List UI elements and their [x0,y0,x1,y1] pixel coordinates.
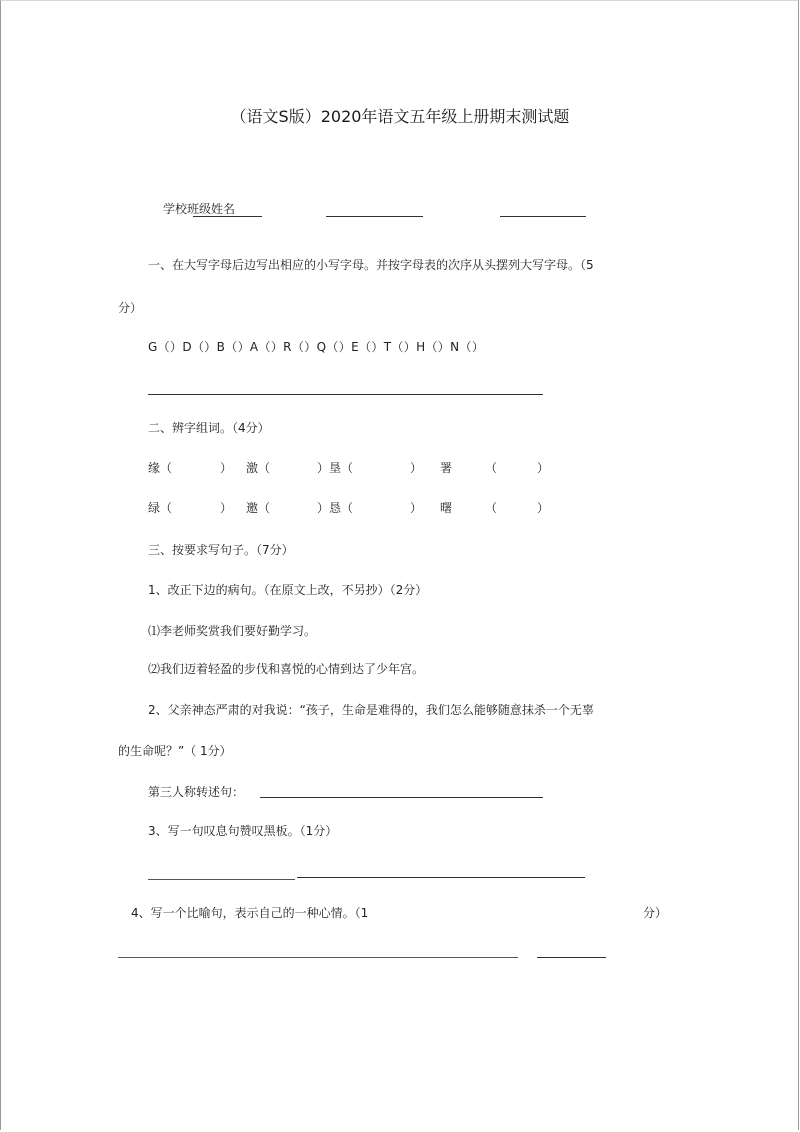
section1-instruction-cont: 分） [118,301,143,315]
word-cell: 绿（ [148,501,173,515]
question-3-answer-line-a[interactable] [148,879,295,880]
section2-heading: 二、辨字组词。（4分） [148,421,270,435]
page-title: （语文S版）2020年语文五年级上册期末测试题 [230,107,570,126]
word-cell: ） [410,501,423,515]
info-label: 学校班级姓名 [163,202,236,216]
word-cell: 署 [440,461,453,475]
letter-sequence: G（）D（）B（）A（）R（）Q（）E（）T（）H（）N（） [148,340,485,354]
word-cell: ） [220,461,233,475]
class-blank[interactable] [193,216,262,217]
question-3-answer-line-b[interactable] [297,877,585,878]
letter-answer-line[interactable] [148,394,543,395]
question-4-score: 分） [643,906,668,920]
question-1: 1、改正下边的病句。（在原文上改，不另抄）（2分） [148,583,428,597]
question-1-sentence-2: ⑵我们迈着轻盈的步伐和喜悦的心情到达了少年宫。 [148,662,425,676]
section3-heading: 三、按要求写句子。（7分） [148,543,294,557]
word-cell: ） [410,461,423,475]
word-cell: ） [220,501,233,515]
question-2-line-1: 2、父亲神态严肃的对我说：“孩子，生命是难得的，我们怎么能够随意抹杀一个无辜 [148,703,594,717]
question-4-answer-line-a[interactable] [118,957,518,958]
question-1-sentence-1: ⑴李老师奖赏我们要好勤学习。 [148,624,317,638]
word-cell: 缘（ [148,461,173,475]
indirect-speech-label: 第三人称转述句： [148,785,245,799]
question-3: 3、写一句叹息句赞叹黑板。（1分） [148,824,338,838]
section1-instruction: 一、在大写字母后边写出相应的小写字母。并按字母表的次序从头摆列大写字母。（5 [148,258,594,272]
word-cell: ）恳（ [317,501,354,515]
word-cell: （ [485,501,498,515]
word-cell: 曙 [440,501,453,515]
question-4-answer-line-b[interactable] [537,957,606,958]
word-cell: ） [537,461,550,475]
name-blank[interactable] [326,216,423,217]
extra-blank[interactable] [500,216,586,217]
question-4: 4、写一个比喻句，表示自己的一种心情。（1 [131,906,369,920]
word-cell: 激（ [246,461,271,475]
word-cell: ） [537,501,550,515]
word-cell: ）垦（ [317,461,354,475]
word-cell: 邀（ [246,501,271,515]
word-cell: （ [485,461,498,475]
question-2-line-2: 的生命呢？”（ 1分） [118,744,232,758]
indirect-speech-answer-line[interactable] [260,797,543,798]
